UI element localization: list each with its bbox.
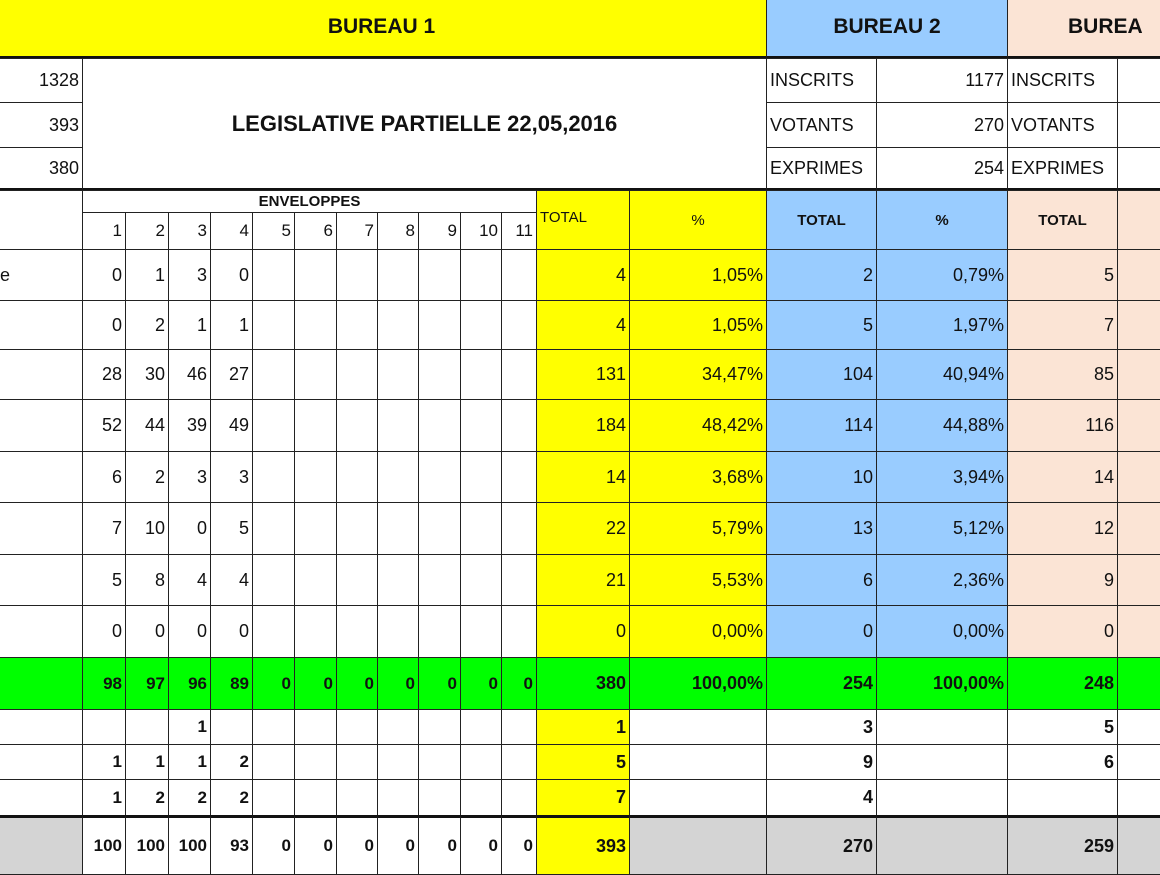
bureau-1-pct: 1,05%	[629, 249, 767, 301]
enveloppe-total: 98	[82, 657, 126, 710]
bureau-1-extra-pct	[629, 709, 767, 745]
enveloppe-total: 0	[460, 657, 502, 710]
bureau-2-stat-value: 254	[876, 147, 1008, 191]
extra-enveloppe-count: 2	[210, 744, 253, 780]
enveloppe-count: 1	[125, 249, 169, 301]
bureau-3-total: 7	[1007, 300, 1118, 350]
enveloppe-count	[460, 502, 502, 555]
bureau-3-pct	[1117, 300, 1160, 350]
enveloppe-number: 2	[125, 212, 169, 250]
enveloppe-count: 2	[125, 451, 169, 503]
extra-enveloppe-count	[125, 709, 169, 745]
enveloppe-total: 96	[168, 657, 211, 710]
enveloppe-total: 0	[252, 657, 295, 710]
enveloppe-count	[460, 349, 502, 400]
bureau-2-pct: 0,79%	[876, 249, 1008, 301]
enveloppe-number: 10	[460, 212, 502, 250]
bureau-3-final-total: 259	[1007, 815, 1118, 875]
bureau-1-stat: 393	[0, 102, 83, 148]
bureau-2-stat-label: EXPRIMES	[766, 147, 877, 191]
enveloppe-count	[252, 300, 295, 350]
enveloppe-count	[501, 605, 537, 658]
bureau-3-extra-total: 6	[1007, 744, 1118, 780]
enveloppe-count	[418, 249, 461, 301]
bureau-2-stat-label: VOTANTS	[766, 102, 877, 148]
bureau-1-pct: 3,68%	[629, 451, 767, 503]
enveloppe-count	[294, 249, 337, 301]
enveloppe-count	[501, 399, 537, 452]
enveloppe-count	[460, 451, 502, 503]
bureau-2-final-pct	[876, 815, 1008, 875]
extra-enveloppe-count: 1	[82, 779, 126, 816]
bureau-2-pct: 3,94%	[876, 451, 1008, 503]
bureau-2-pct: 40,94%	[876, 349, 1008, 400]
final-enveloppe-count: 100	[168, 815, 211, 875]
enveloppe-count: 6	[82, 451, 126, 503]
bureau-2-extra-total: 3	[766, 709, 877, 745]
enveloppe-count	[336, 605, 378, 658]
bureau-3-total: 12	[1007, 502, 1118, 555]
enveloppe-number: 7	[336, 212, 378, 250]
enveloppe-count	[294, 605, 337, 658]
bureau-3-total: 5	[1007, 249, 1118, 301]
enveloppe-total: 97	[125, 657, 169, 710]
enveloppe-number: 3	[168, 212, 211, 250]
bureau-1-total: 0	[536, 605, 630, 658]
enveloppe-count: 30	[125, 349, 169, 400]
bureau-3-pct	[1117, 399, 1160, 452]
final-enveloppe-count: 93	[210, 815, 253, 875]
enveloppe-count	[252, 605, 295, 658]
enveloppe-count	[460, 249, 502, 301]
bureau-2-extra-pct	[876, 709, 1008, 745]
bureau-2-extra-total: 9	[766, 744, 877, 780]
bureau-2-total-header: TOTAL	[766, 190, 877, 250]
bureau-3-extra-pct	[1117, 779, 1160, 816]
enveloppe-count	[294, 349, 337, 400]
enveloppe-count: 2	[125, 300, 169, 350]
election-title: LEGISLATIVE PARTIELLE 22,05,2016	[82, 58, 767, 191]
bureau-1-extra-total: 1	[536, 709, 630, 745]
bureau-3-total: 85	[1007, 349, 1118, 400]
extra-enveloppe-count: 2	[125, 779, 169, 816]
bureau-1-total: 21	[536, 554, 630, 606]
enveloppe-number: 5	[252, 212, 295, 250]
bureau-2-pct: 5,12%	[876, 502, 1008, 555]
bureau-3-grand-total: 248	[1007, 657, 1118, 710]
bureau-1-grand-total: 380	[536, 657, 630, 710]
bureau-3-total: 9	[1007, 554, 1118, 606]
bureau-3-total: 0	[1007, 605, 1118, 658]
bureau-2-stat-value: 270	[876, 102, 1008, 148]
enveloppe-count	[336, 300, 378, 350]
final-enveloppe-count: 0	[252, 815, 295, 875]
bureau-1-total: 184	[536, 399, 630, 452]
enveloppe-count: 3	[210, 451, 253, 503]
enveloppe-count	[252, 349, 295, 400]
bureau-2-final-total: 270	[766, 815, 877, 875]
enveloppe-number: 8	[377, 212, 419, 250]
enveloppe-count: 0	[210, 249, 253, 301]
enveloppe-count	[336, 249, 378, 301]
enveloppe-number: 11	[501, 212, 537, 250]
bureau-3-pct	[1117, 451, 1160, 503]
final-enveloppe-count: 100	[125, 815, 169, 875]
bureau-2-grand-total: 254	[766, 657, 877, 710]
bureau-2-extra-pct	[876, 744, 1008, 780]
enveloppe-count	[501, 554, 537, 606]
extra-enveloppe-count: 2	[210, 779, 253, 816]
extra-enveloppe-count	[418, 709, 461, 745]
bureau-3-stat-value	[1117, 147, 1160, 191]
final-label	[0, 815, 83, 875]
enveloppe-count: 1	[168, 300, 211, 350]
enveloppe-count	[336, 502, 378, 555]
enveloppe-count: 5	[82, 554, 126, 606]
extra-enveloppe-count: 1	[168, 709, 211, 745]
bureau-3-stat-label: VOTANTS	[1007, 102, 1118, 148]
enveloppe-count: 4	[168, 554, 211, 606]
extra-enveloppe-count	[294, 709, 337, 745]
enveloppe-count	[377, 502, 419, 555]
bureau-2-total: 10	[766, 451, 877, 503]
bureau-1-total: 4	[536, 300, 630, 350]
enveloppe-count: 46	[168, 349, 211, 400]
bureau-3-total: 116	[1007, 399, 1118, 452]
enveloppe-count: 44	[125, 399, 169, 452]
bureau-2-total: 114	[766, 399, 877, 452]
extra-enveloppe-count	[336, 709, 378, 745]
final-enveloppe-count: 0	[377, 815, 419, 875]
bureau-2-header: BUREAU 2	[766, 0, 1008, 59]
enveloppe-total: 0	[294, 657, 337, 710]
enveloppe-count	[294, 502, 337, 555]
extra-enveloppe-count	[501, 744, 537, 780]
bureau-2-total: 104	[766, 349, 877, 400]
final-enveloppe-count: 100	[82, 815, 126, 875]
final-enveloppe-count: 0	[294, 815, 337, 875]
enveloppe-count: 27	[210, 349, 253, 400]
bureau-2-pct: 1,97%	[876, 300, 1008, 350]
bureau-1-total: 14	[536, 451, 630, 503]
extra-enveloppe-count: 1	[82, 744, 126, 780]
enveloppe-count: 3	[168, 249, 211, 301]
enveloppe-number: 9	[418, 212, 461, 250]
enveloppe-count	[377, 349, 419, 400]
bureau-2-total: 13	[766, 502, 877, 555]
bureau-3-extra-pct	[1117, 709, 1160, 745]
label-header	[0, 190, 83, 250]
final-enveloppe-count: 0	[460, 815, 502, 875]
enveloppe-count: 10	[125, 502, 169, 555]
enveloppe-count: 39	[168, 399, 211, 452]
enveloppe-count	[252, 451, 295, 503]
bureau-3-stat-label: INSCRITS	[1007, 58, 1118, 103]
bureau-2-pct: 44,88%	[876, 399, 1008, 452]
bureau-2-pct-header: %	[876, 190, 1008, 250]
enveloppe-count	[460, 554, 502, 606]
extra-label	[0, 779, 83, 816]
bureau-3-extra-pct	[1117, 744, 1160, 780]
candidate-label	[0, 300, 83, 350]
extra-enveloppe-count	[377, 779, 419, 816]
extra-enveloppe-count	[418, 744, 461, 780]
bureau-1-extra-total: 7	[536, 779, 630, 816]
candidate-label: e	[0, 249, 83, 301]
enveloppe-total: 0	[418, 657, 461, 710]
enveloppe-count	[377, 554, 419, 606]
enveloppe-count: 49	[210, 399, 253, 452]
extra-label	[0, 744, 83, 780]
bureau-2-total: 2	[766, 249, 877, 301]
bureau-1-extra-total: 5	[536, 744, 630, 780]
enveloppe-number: 6	[294, 212, 337, 250]
bureau-3-pct	[1117, 349, 1160, 400]
enveloppe-count	[501, 502, 537, 555]
bureau-1-total-header: TOTAL	[536, 190, 630, 250]
candidate-label	[0, 399, 83, 452]
bureau-1-final-total: 393	[536, 815, 630, 875]
bureau-1-pct: 0,00%	[629, 605, 767, 658]
enveloppe-count	[418, 300, 461, 350]
enveloppe-total: 0	[377, 657, 419, 710]
enveloppe-count: 0	[82, 605, 126, 658]
enveloppe-count: 28	[82, 349, 126, 400]
bureau-1-total: 4	[536, 249, 630, 301]
extra-enveloppe-count: 1	[168, 744, 211, 780]
candidate-label	[0, 502, 83, 555]
bureau-2-extra-total: 4	[766, 779, 877, 816]
extra-enveloppe-count	[377, 744, 419, 780]
final-enveloppe-count: 0	[336, 815, 378, 875]
bureau-1-extra-pct	[629, 744, 767, 780]
bureau-2-grand-pct: 100,00%	[876, 657, 1008, 710]
bureau-3-final-pct	[1117, 815, 1160, 875]
extra-enveloppe-count	[294, 779, 337, 816]
enveloppe-count	[252, 502, 295, 555]
enveloppe-count	[294, 451, 337, 503]
bureau-3-pct	[1117, 502, 1160, 555]
enveloppe-count: 5	[210, 502, 253, 555]
extra-enveloppe-count	[252, 709, 295, 745]
bureau-3-total: 14	[1007, 451, 1118, 503]
enveloppe-count	[418, 554, 461, 606]
bureau-3-extra-total: 5	[1007, 709, 1118, 745]
enveloppe-count	[294, 554, 337, 606]
extra-enveloppe-count	[294, 744, 337, 780]
bureau-3-extra-total	[1007, 779, 1118, 816]
bureau-3-pct	[1117, 249, 1160, 301]
candidate-label	[0, 554, 83, 606]
enveloppe-count: 0	[82, 300, 126, 350]
bureau-3-stat-value	[1117, 58, 1160, 103]
final-enveloppe-count: 0	[501, 815, 537, 875]
bureau-1-header: BUREAU 1	[0, 0, 767, 59]
enveloppe-count	[252, 249, 295, 301]
enveloppe-count	[377, 451, 419, 503]
enveloppe-count: 3	[168, 451, 211, 503]
bureau-1-pct: 1,05%	[629, 300, 767, 350]
bureau-1-pct: 5,53%	[629, 554, 767, 606]
candidate-label	[0, 605, 83, 658]
final-enveloppe-count: 0	[418, 815, 461, 875]
bureau-3-pct	[1117, 554, 1160, 606]
extra-enveloppe-count	[460, 744, 502, 780]
enveloppe-count	[294, 399, 337, 452]
extra-enveloppe-count	[501, 709, 537, 745]
extra-enveloppe-count	[336, 744, 378, 780]
bureau-3-stat-value	[1117, 102, 1160, 148]
enveloppe-count	[336, 349, 378, 400]
enveloppe-total: 0	[336, 657, 378, 710]
extra-enveloppe-count: 1	[125, 744, 169, 780]
bureau-2-stat-label: INSCRITS	[766, 58, 877, 103]
extra-enveloppe-count	[460, 709, 502, 745]
enveloppe-count	[418, 399, 461, 452]
enveloppe-number: 4	[210, 212, 253, 250]
enveloppe-count	[252, 554, 295, 606]
extra-enveloppe-count	[252, 744, 295, 780]
bureau-1-extra-pct	[629, 779, 767, 816]
enveloppe-count: 0	[82, 249, 126, 301]
enveloppe-count	[501, 349, 537, 400]
extra-enveloppe-count	[501, 779, 537, 816]
enveloppe-count	[460, 605, 502, 658]
enveloppe-count	[336, 554, 378, 606]
enveloppes-header: ENVELOPPES	[82, 190, 537, 213]
candidate-label	[0, 451, 83, 503]
bureau-2-pct: 2,36%	[876, 554, 1008, 606]
bureau-1-pct: 48,42%	[629, 399, 767, 452]
bureau-1-pct: 34,47%	[629, 349, 767, 400]
extra-enveloppe-count	[336, 779, 378, 816]
enveloppe-count: 7	[82, 502, 126, 555]
bureau-1-total: 131	[536, 349, 630, 400]
enveloppe-count	[252, 399, 295, 452]
enveloppe-count	[336, 451, 378, 503]
bureau-2-extra-pct	[876, 779, 1008, 816]
enveloppe-count	[336, 399, 378, 452]
extra-enveloppe-count	[418, 779, 461, 816]
enveloppe-count: 8	[125, 554, 169, 606]
bureau-1-stat: 1328	[0, 58, 83, 103]
bureau-3-total-header: TOTAL	[1007, 190, 1118, 250]
enveloppe-total: 0	[501, 657, 537, 710]
total-label	[0, 657, 83, 710]
extra-enveloppe-count	[460, 779, 502, 816]
enveloppe-count	[294, 300, 337, 350]
bureau-2-total: 6	[766, 554, 877, 606]
bureau-1-total: 22	[536, 502, 630, 555]
extra-label	[0, 709, 83, 745]
enveloppe-count	[377, 300, 419, 350]
enveloppe-count: 0	[125, 605, 169, 658]
bureau-3-stat-label: EXPRIMES	[1007, 147, 1118, 191]
bureau-1-final-pct	[629, 815, 767, 875]
enveloppe-number: 1	[82, 212, 126, 250]
bureau-3-grand-pct	[1117, 657, 1160, 710]
enveloppe-count	[377, 399, 419, 452]
bureau-3-pct-header	[1117, 190, 1160, 250]
bureau-2-pct: 0,00%	[876, 605, 1008, 658]
extra-enveloppe-count	[252, 779, 295, 816]
enveloppe-count: 52	[82, 399, 126, 452]
enveloppe-count	[418, 451, 461, 503]
enveloppe-count	[377, 605, 419, 658]
extra-enveloppe-count	[82, 709, 126, 745]
bureau-1-grand-pct: 100,00%	[629, 657, 767, 710]
enveloppe-count	[418, 349, 461, 400]
extra-enveloppe-count	[210, 709, 253, 745]
bureau-3-header: BUREA	[1007, 0, 1160, 59]
enveloppe-count	[460, 399, 502, 452]
bureau-1-stat: 380	[0, 147, 83, 191]
candidate-label	[0, 349, 83, 400]
extra-enveloppe-count	[377, 709, 419, 745]
enveloppe-count	[501, 300, 537, 350]
enveloppe-count	[501, 451, 537, 503]
enveloppe-count: 4	[210, 554, 253, 606]
bureau-2-stat-value: 1177	[876, 58, 1008, 103]
enveloppe-count: 0	[168, 605, 211, 658]
enveloppe-count	[377, 249, 419, 301]
extra-enveloppe-count: 2	[168, 779, 211, 816]
enveloppe-count	[418, 605, 461, 658]
enveloppe-total: 89	[210, 657, 253, 710]
bureau-2-total: 0	[766, 605, 877, 658]
enveloppe-count	[418, 502, 461, 555]
enveloppe-count: 0	[210, 605, 253, 658]
enveloppe-count: 0	[168, 502, 211, 555]
bureau-2-total: 5	[766, 300, 877, 350]
enveloppe-count	[501, 249, 537, 301]
enveloppe-count	[460, 300, 502, 350]
enveloppe-count: 1	[210, 300, 253, 350]
bureau-3-pct	[1117, 605, 1160, 658]
bureau-1-pct: 5,79%	[629, 502, 767, 555]
bureau-1-pct-header: %	[629, 190, 767, 250]
